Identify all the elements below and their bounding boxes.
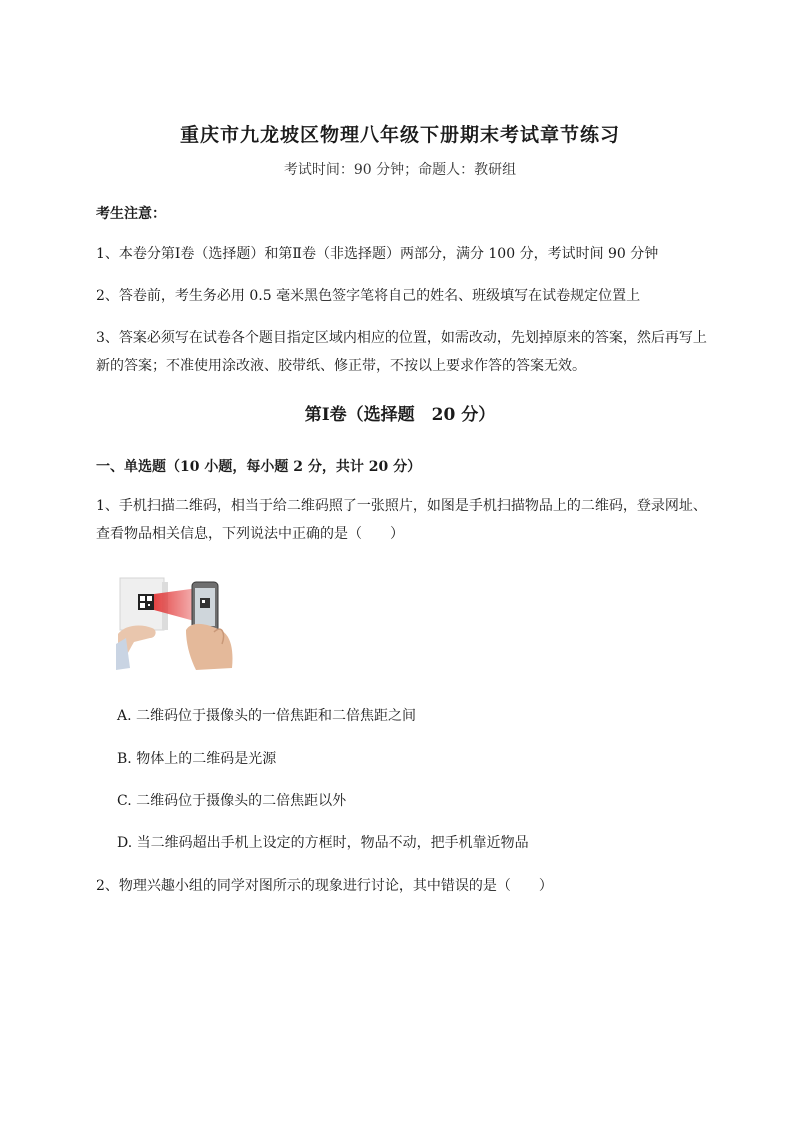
notice-item-2: 2、答卷前，考生务必用 0.5 毫米黑色签字笔将自己的姓名、班级填写在试卷规定位置上 <box>96 288 641 304</box>
question-2-stem: 2、物理兴趣小组的同学对图所示的现象进行讨论，其中错误的是（ ） <box>96 878 553 894</box>
qr-scan-figure <box>116 572 236 670</box>
exam-subtitle: 考试时间：90 分钟；命题人：教研组 <box>283 162 517 178</box>
notice-item-3: 3、答案必须写在试卷各个题目指定区域内相应的位置，如需改动，先划掉原来的答案，然后再写上新的答案；不准使用涂改液、胶带纸、修正带，不按以上要求作答的答案无效。 <box>96 330 707 374</box>
question-1-option-a: A. 二维码位于摄像头的一倍焦距和二倍焦距之间 <box>117 708 417 724</box>
question-1-option-d: D. 当二维码超出手机上设定的方框时，物品不动，把手机靠近物品 <box>117 835 529 851</box>
question-1-option-c: C. 二维码位于摄像头的二倍焦距以外 <box>117 793 347 809</box>
section-title: 第Ⅰ卷（选择题 20 分） <box>304 405 496 425</box>
question-1-option-b: B. 物体上的二维码是光源 <box>117 751 277 767</box>
notice-item-1: 1、本卷分第Ⅰ卷（选择题）和第Ⅱ卷（非选择题）两部分，满分 100 分，考试时间 90 分钟 <box>96 246 659 262</box>
exam-title: 重庆市九龙坡区物理八年级下册期末考试章节练习 <box>179 124 620 146</box>
notice-heading: 考生注意： <box>96 206 166 222</box>
question-1-stem: 1、手机扫描二维码，相当于给二维码照了一张照片，如图是手机扫描物品上的二维码，登录网址、查看物品相关信息，下列说法中正确的是（ ） <box>96 498 707 542</box>
part-heading: 一、单选题（10 小题，每小题 2 分，共计 20 分） <box>96 459 422 475</box>
